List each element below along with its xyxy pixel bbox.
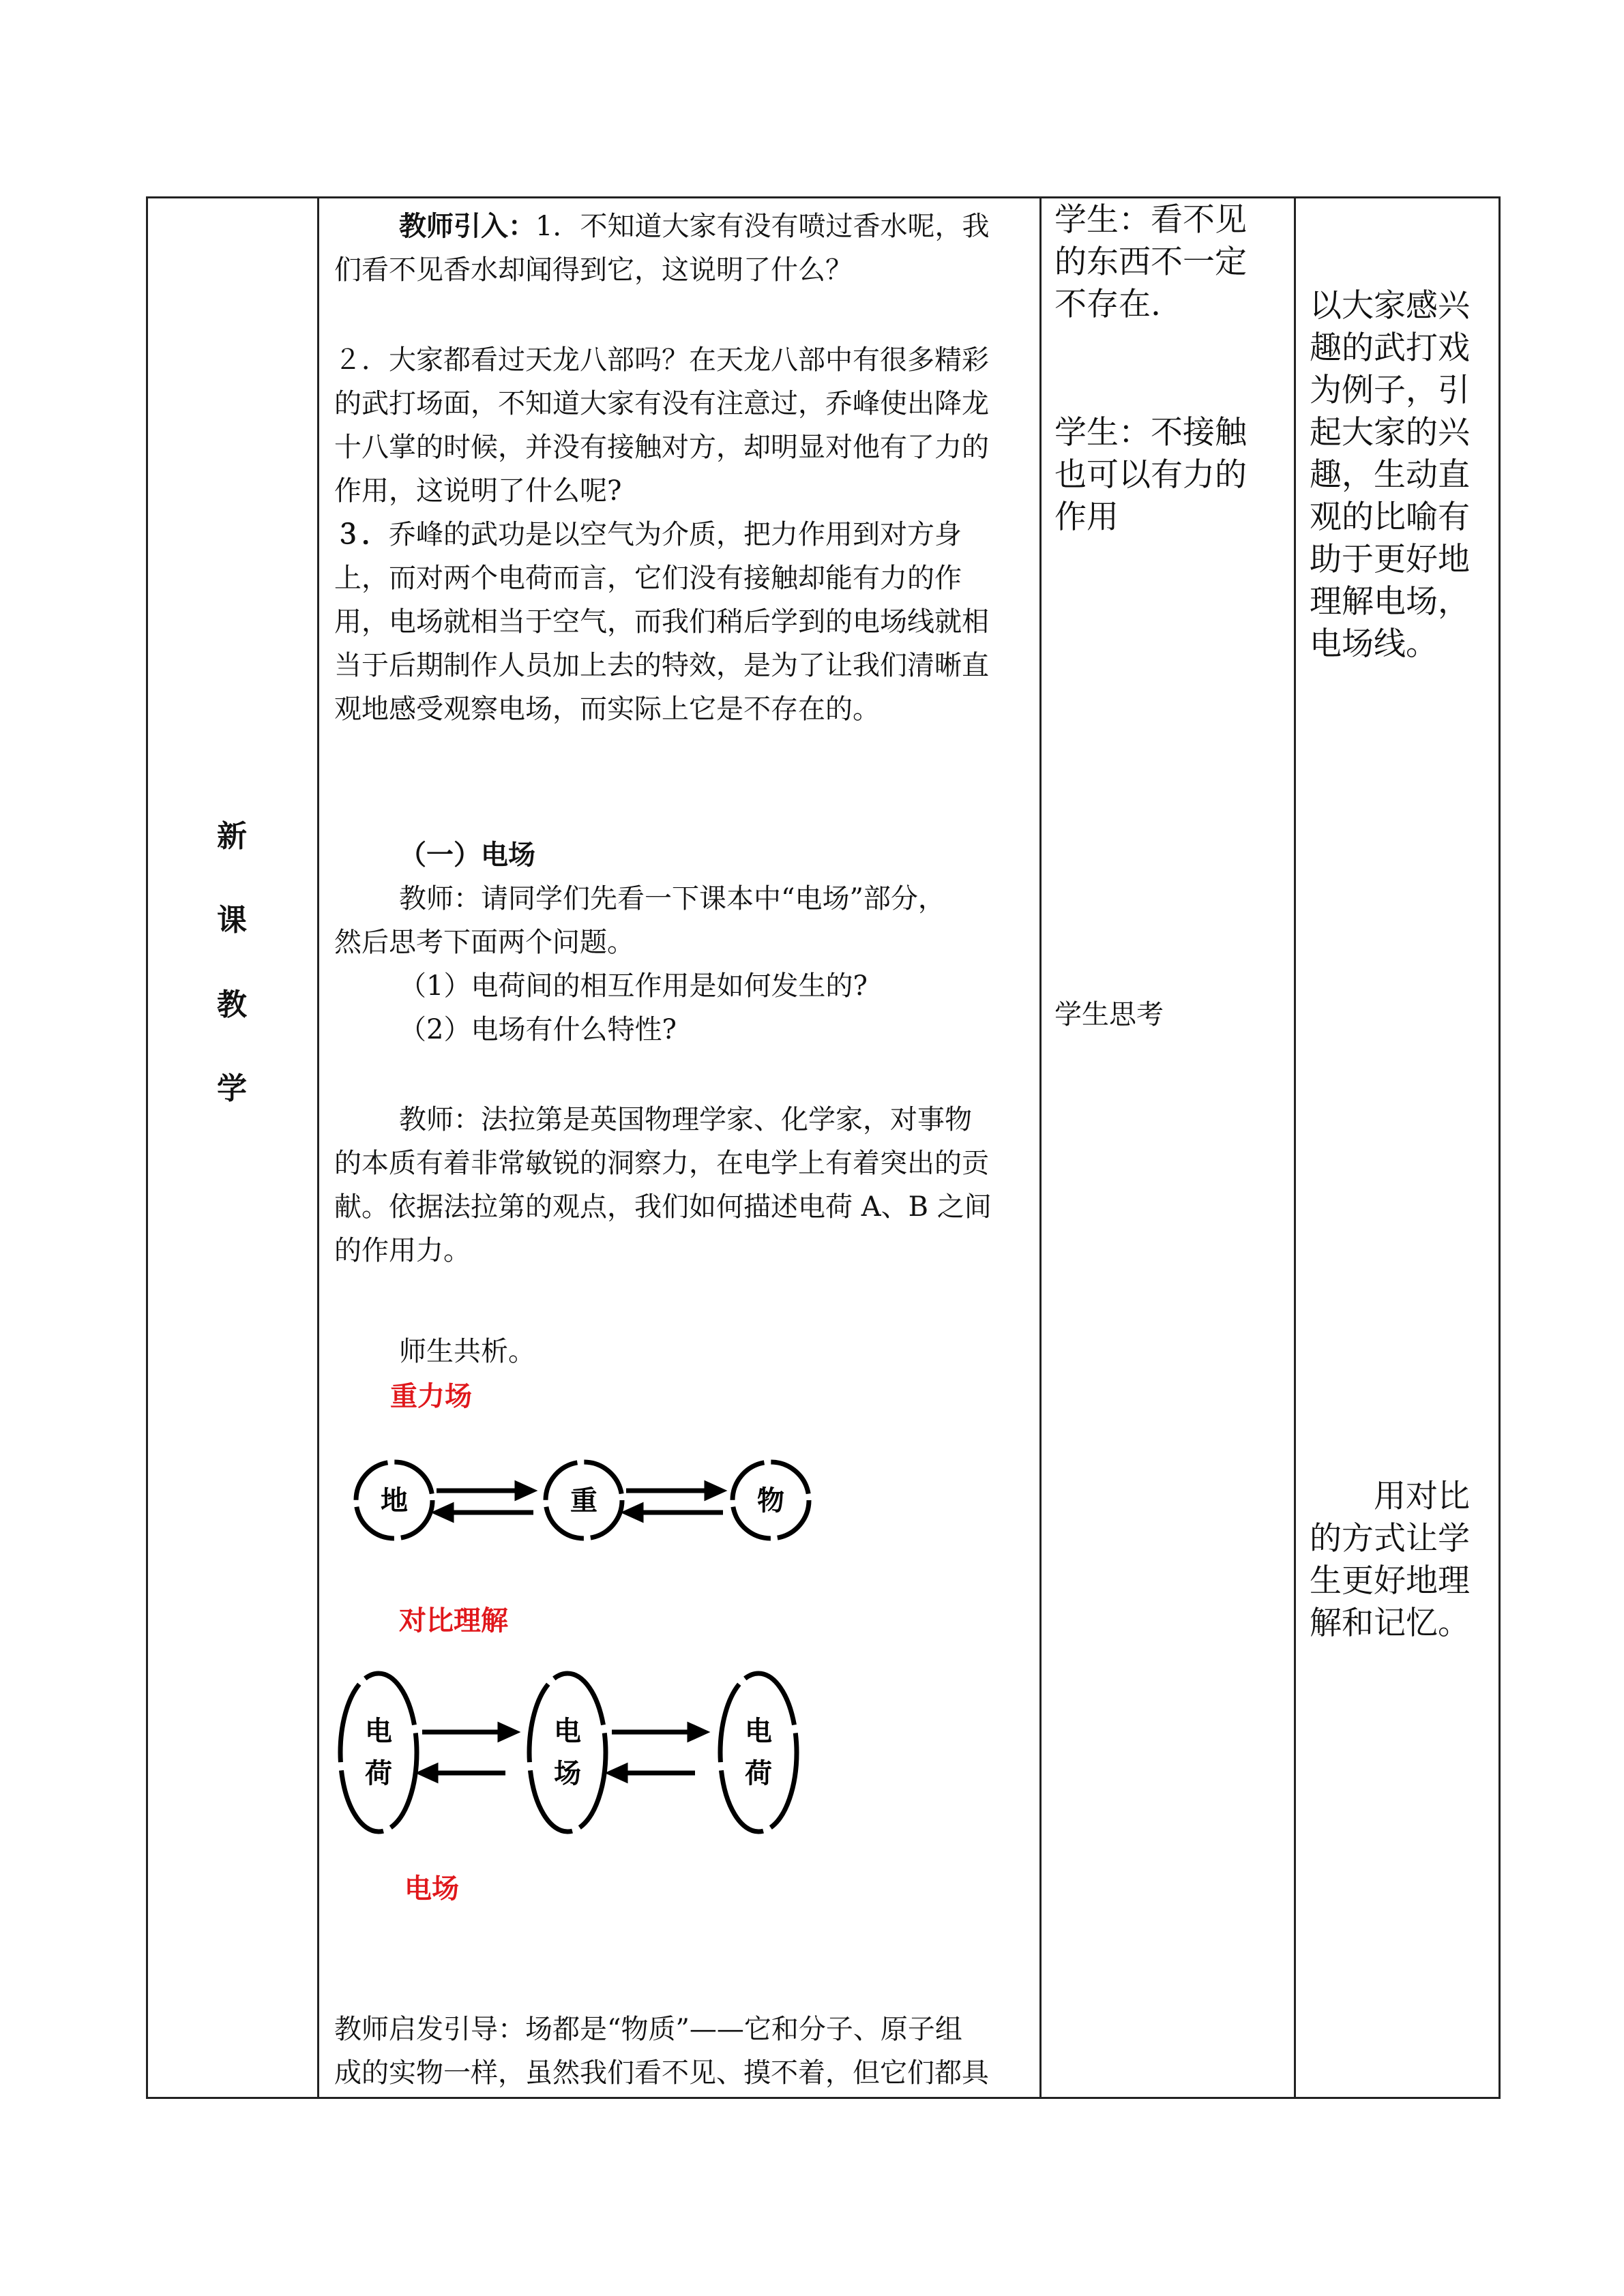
intro-p2-line1: ２．大家都看过天龙八部吗？在天龙八部中有很多精彩 (334, 344, 989, 376)
table-top-border (146, 196, 1501, 198)
intro-p2-line3: 十八掌的时候，并没有接触对方，却明显对他有了力的 (334, 432, 989, 463)
section-teacher2-line2: 的本质有着非常敏锐的洞察力，在电学上有着突出的贡 (334, 1148, 989, 1179)
intro-p1-line2: 们看不见香水却闻得到它，这说明了什么？ (334, 254, 853, 286)
student-answer-line: 作用 (1054, 498, 1119, 536)
intro-p3-number: ３． (334, 518, 389, 550)
node-ellipse (720, 1673, 797, 1832)
design-note-line: 生更好地理 (1310, 1562, 1470, 1600)
student-answer-line: 学生：不接触 (1054, 414, 1247, 451)
design-note-line: 起大家的兴 (1310, 414, 1470, 451)
row-label-char: 课 (217, 903, 247, 938)
node-ellipse (529, 1673, 606, 1832)
row-label-char: 学 (217, 1071, 247, 1106)
electric-node-label: 电 (745, 1715, 772, 1747)
question-1: （1）电荷间的相互作用是如何发生的? (399, 970, 868, 1002)
compare-label: 对比理解 (399, 1605, 508, 1637)
design-note-line: 解和记忆。 (1310, 1605, 1470, 1642)
gravity-field-diagram (334, 1446, 825, 1555)
guide-line-2: 成的实物一样，虽然我们看不见、摸不着，但它们都具 (334, 2057, 989, 2089)
table-right-border (1498, 196, 1501, 2099)
section-teacher1-line1: 教师：请同学们先看一下课本中“电场”部分， (399, 883, 945, 914)
student-think: 学生思考 (1054, 999, 1164, 1030)
arrow-left (610, 1766, 695, 1780)
electric-node-label: 荷 (365, 1757, 392, 1789)
section-title: （一）电场 (399, 839, 535, 871)
arrow-right (437, 1484, 532, 1497)
arrow-right (422, 1725, 515, 1739)
intro-p2-line4: 作用，这说明了什么呢? (334, 475, 622, 507)
intro-p3-line3: 用，电场就相当于空气，而我们稍后学到的电场线就相 (334, 606, 989, 638)
gravity-node-label: 地 (381, 1485, 408, 1517)
electric-node-label: 电 (365, 1715, 392, 1747)
electric-field-label: 电场 (404, 1873, 459, 1905)
section-teacher2-line4: 的作用力。 (334, 1235, 471, 1266)
arrow-right (612, 1725, 705, 1739)
section-teacher1-line2: 然后思考下面两个问题。 (334, 927, 634, 958)
arrow-left (437, 1506, 533, 1519)
section-teacher2-line1: 教师：法拉第是英国物理学家、化学家，对事物 (399, 1104, 972, 1135)
electric-node-label: 荷 (745, 1757, 772, 1789)
design-note-line: 观的比喻有 (1310, 498, 1470, 536)
arrow-left (421, 1766, 505, 1780)
electric-field-diagram (331, 1664, 822, 1841)
arrow-right (626, 1484, 722, 1497)
student-answer-line: 学生：看不见 (1054, 201, 1247, 239)
electric-node-label: 电 (554, 1715, 581, 1747)
table-bottom-border (146, 2097, 1501, 2099)
design-note-line: 的方式让学 (1310, 1520, 1470, 1557)
gravity-node-label: 物 (757, 1485, 784, 1517)
design-note-line: 理解电场， (1310, 583, 1470, 621)
design-note-line: 助于更好地 (1310, 541, 1470, 578)
intro-p1-line1: 1．不知道大家有没有喷过香水呢，我 (535, 211, 990, 242)
arrow-left (626, 1506, 723, 1519)
node-ellipse (340, 1673, 417, 1832)
table-divider-1 (317, 196, 319, 2099)
row-label-char: 新 (217, 819, 247, 854)
design-note-line: 用对比 (1374, 1478, 1470, 1515)
gravity-node-label: 重 (570, 1485, 597, 1517)
intro-p3-line5: 观地感受观察电场，而实际上它是不存在的。 (334, 694, 880, 725)
design-note-line: 以大家感兴 (1310, 287, 1470, 325)
intro-heading: 教师引入： (399, 210, 535, 242)
table-divider-2 (1039, 196, 1042, 2099)
intro-p3-line1-text: 乔峰的武功是以空气为介质，把力作用到对方身 (389, 519, 962, 550)
question-2: （2）电场有什么特性? (399, 1014, 677, 1045)
intro-line-1 (399, 205, 989, 248)
gravity-field-label: 重力场 (390, 1380, 472, 1412)
design-note-line: 电场线。 (1310, 625, 1438, 663)
student-answer-line: 不存在. (1054, 286, 1161, 323)
design-note-line: 为例子，引 (1310, 372, 1470, 409)
table-divider-3 (1294, 196, 1296, 2099)
row-label-char: 教 (217, 987, 247, 1022)
table-left-border (146, 196, 148, 2099)
intro-p3-line4: 当于后期制作人员加上去的特效，是为了让我们清晰直 (334, 650, 989, 681)
joint-analysis: 师生共析。 (399, 1336, 535, 1367)
section-teacher2-line3: 献。依据法拉第的观点，我们如何描述电荷 A、B 之间 (334, 1191, 992, 1223)
design-note-line: 趣的武打戏 (1310, 329, 1470, 367)
intro-p3-line2: 上，而对两个电荷而言，它们没有接触却能有力的作 (334, 563, 962, 594)
design-note-line: 趣，生动直 (1310, 456, 1470, 494)
student-answer-line: 的东西不一定 (1054, 243, 1247, 281)
electric-node-label: 场 (554, 1757, 581, 1789)
guide-line-1: 教师启发引导：场都是“物质”——它和分子、原子组 (334, 2014, 962, 2045)
student-answer-line: 也可以有力的 (1054, 456, 1247, 494)
intro-p3-line1 (334, 513, 962, 556)
intro-p2-line2: 的武打场面，不知道大家有没有注意过，乔峰使出降龙 (334, 388, 989, 419)
